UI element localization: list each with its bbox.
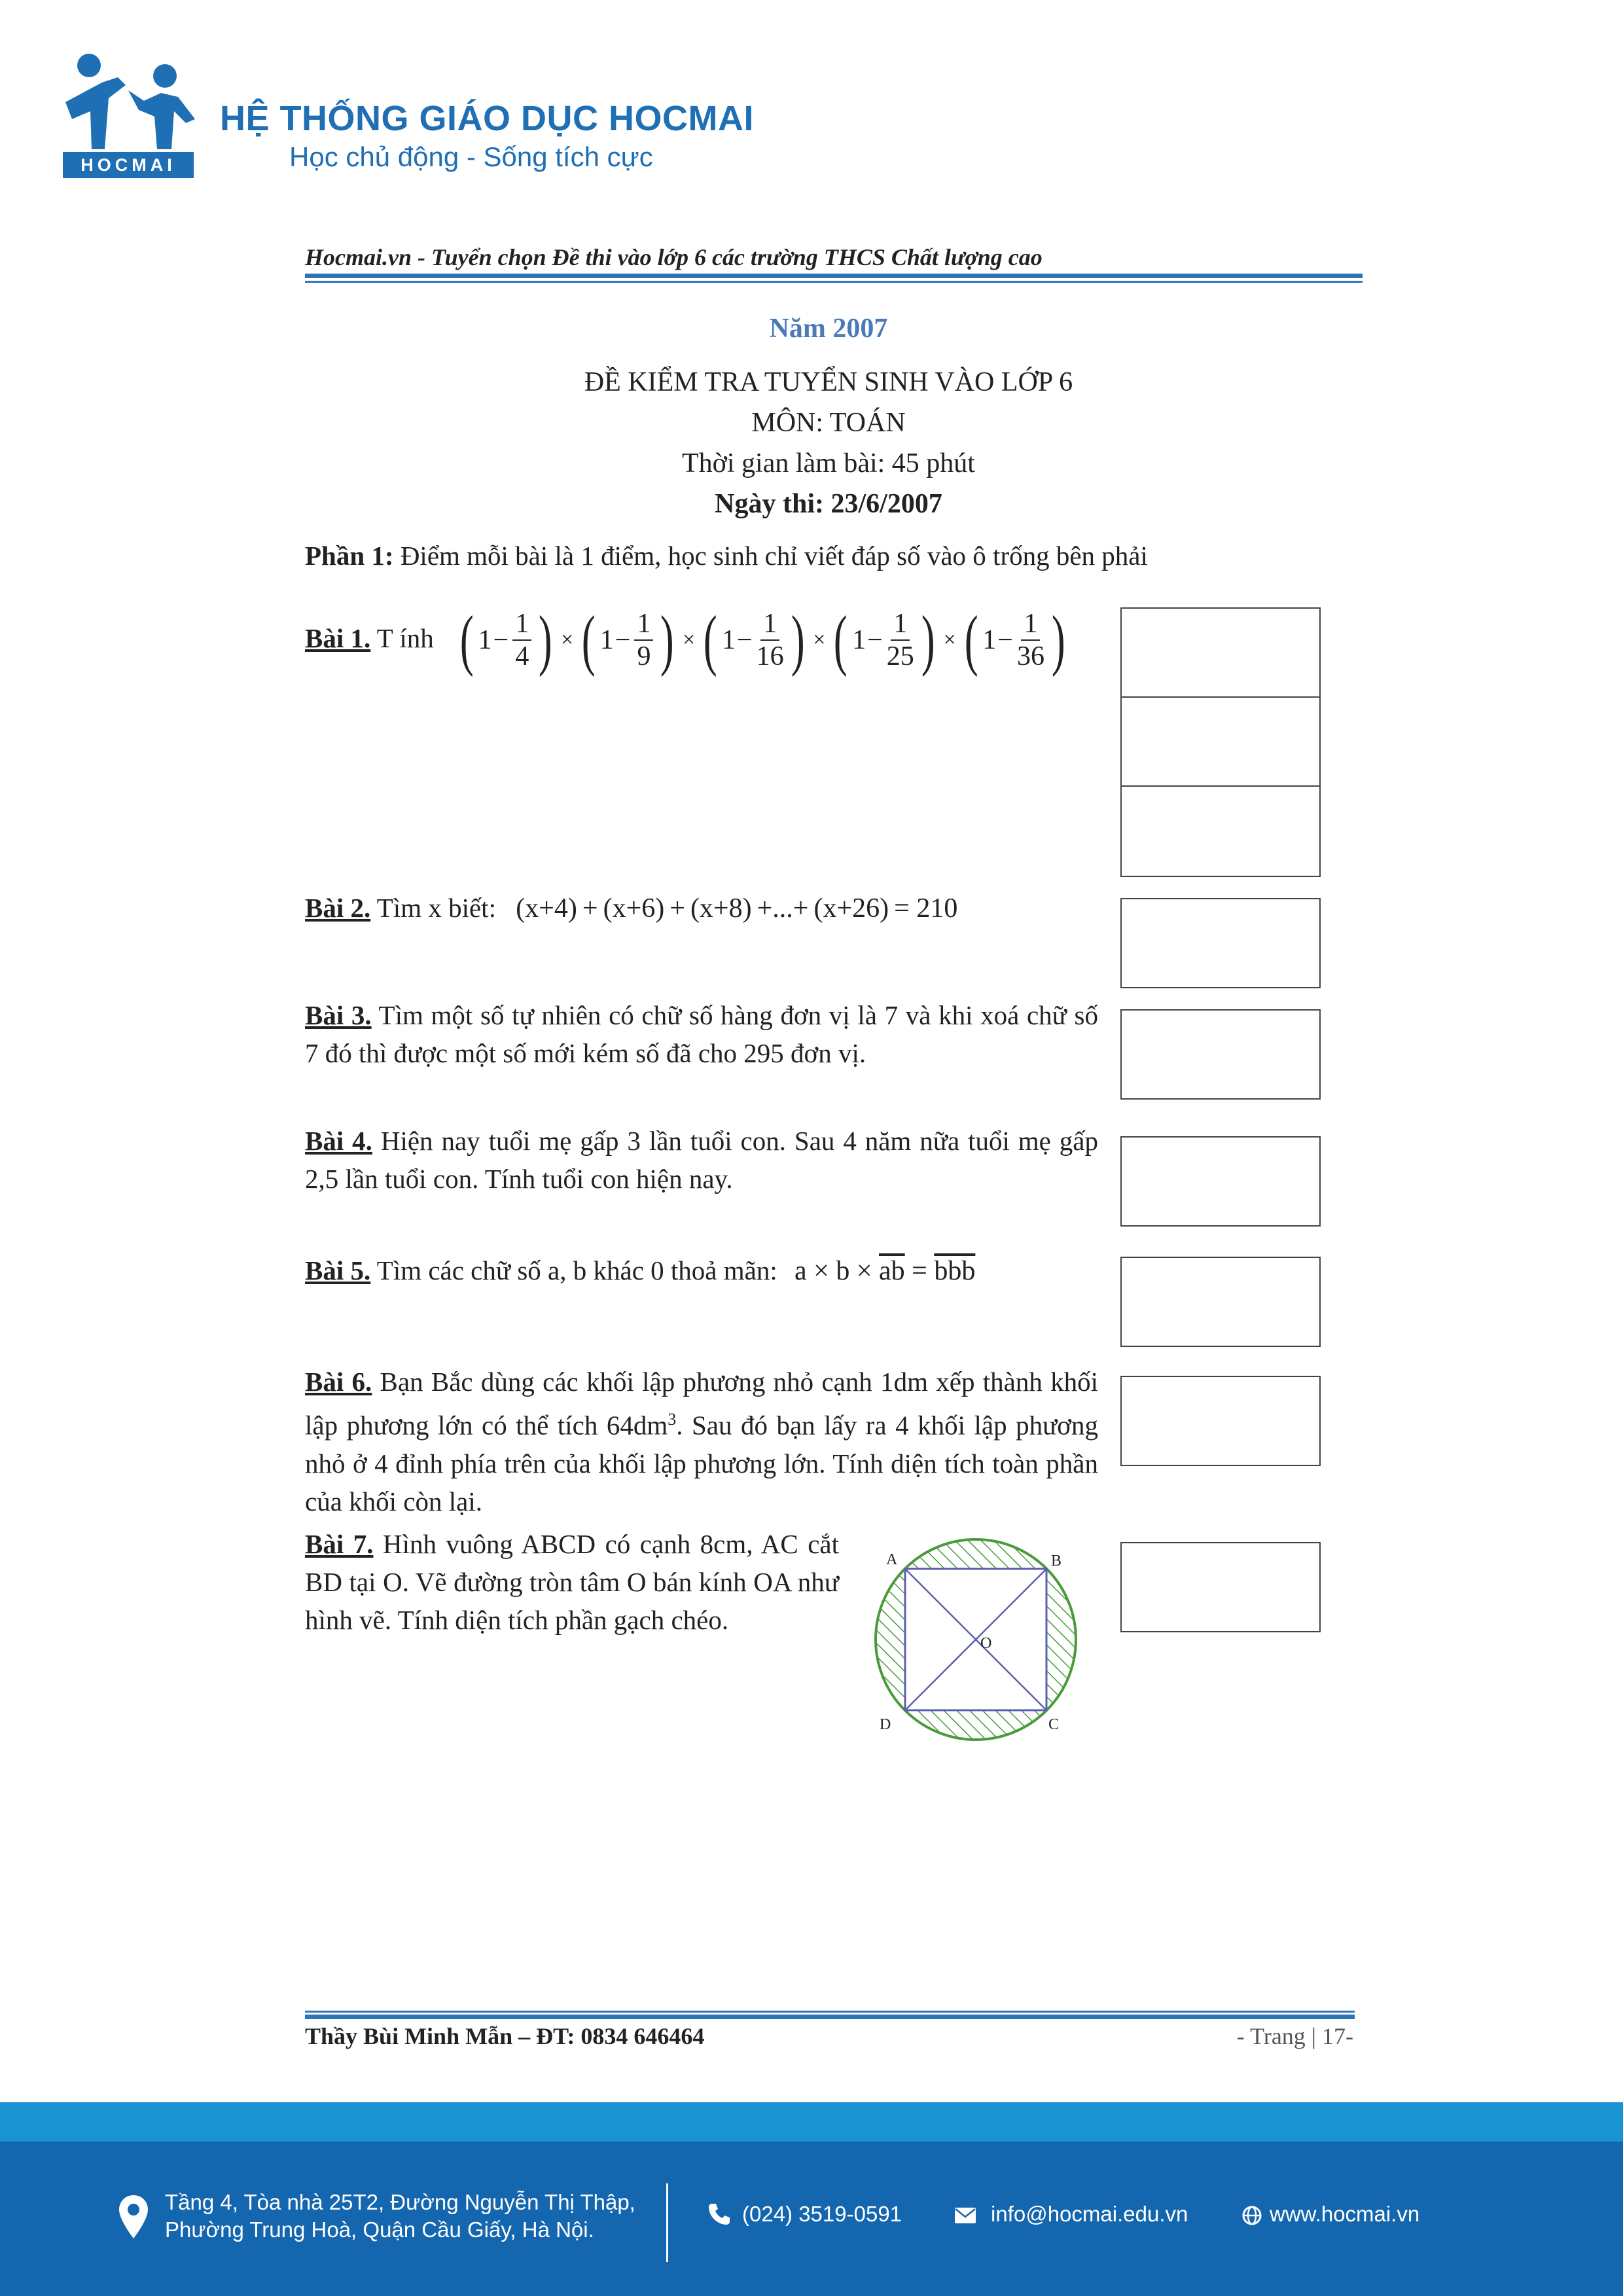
part1-label: Phần 1: bbox=[305, 541, 394, 571]
p2-term: +...+ bbox=[757, 893, 809, 924]
footer-divider bbox=[666, 2183, 668, 2262]
footer-rule-thin bbox=[305, 2011, 1355, 2013]
denominator: 36 bbox=[1016, 641, 1044, 672]
numerator: 1 bbox=[1021, 608, 1040, 641]
problem-3-text: Tìm một số tự nhiên có chữ số hàng đơn vị là 7 và khi xoá chữ số 7 đó thì được một số mới kém số đã cho 295 đơn vị. bbox=[305, 1000, 1098, 1068]
denominator: 9 bbox=[637, 641, 651, 672]
p5-times-1: × bbox=[813, 1256, 829, 1286]
left-paren: ( bbox=[704, 602, 718, 677]
problem-6-sup: 3 bbox=[668, 1410, 677, 1429]
exam-date: Ngày thi: 23/6/2007 bbox=[715, 489, 942, 519]
answer-box-1c[interactable] bbox=[1120, 785, 1321, 877]
exam-year: Năm 2007 bbox=[769, 314, 888, 344]
exam-title: ĐỀ KIỂM TRA TUYỂN SINH VÀO LỚP 6 bbox=[584, 367, 1073, 397]
p2-term: (x+4) bbox=[516, 893, 577, 924]
denominator: 25 bbox=[886, 641, 914, 672]
minus: − bbox=[997, 625, 1013, 655]
problem-4-label: Bài 4. bbox=[305, 1126, 372, 1156]
geometry-figure bbox=[868, 1532, 1084, 1748]
logo-text: HOCMAI bbox=[80, 155, 176, 175]
vertex-label-d: D bbox=[880, 1716, 891, 1733]
p5-equals: = bbox=[912, 1256, 927, 1286]
left-paren: ( bbox=[964, 602, 978, 677]
location-icon bbox=[118, 2194, 149, 2243]
one: 1 bbox=[478, 625, 492, 655]
p1-times-sign: × bbox=[813, 628, 826, 652]
problem-7-text: Hình vuông ABCD có cạnh 8cm, AC cắt BD tại O. Vẽ đường tròn tâm O bán kính OA như hình vẽ. Tính diện tích phần gạch chéo. bbox=[305, 1529, 839, 1635]
address-line-2: Phường Trung Hoà, Quận Cầu Giấy, Hà Nội. bbox=[165, 2217, 594, 2242]
footer-rule bbox=[305, 2015, 1355, 2019]
p1-times-sign: × bbox=[683, 628, 696, 652]
problem-2-label: Bài 2. bbox=[305, 893, 371, 923]
p1-factor-1 bbox=[455, 602, 557, 677]
minus: − bbox=[867, 625, 883, 655]
problem-6-label: Bài 6. bbox=[305, 1367, 372, 1397]
answer-box-2[interactable] bbox=[1120, 898, 1321, 988]
denominator: 16 bbox=[756, 641, 784, 672]
left-paren: ( bbox=[582, 602, 596, 677]
p2-term: (x+8) bbox=[690, 893, 752, 924]
problem-1 bbox=[305, 619, 434, 657]
right-paren: ) bbox=[539, 602, 553, 677]
hocmai-logo bbox=[63, 51, 198, 179]
left-paren: ( bbox=[459, 602, 474, 677]
problem-2-text: Tìm x biết: bbox=[370, 893, 496, 923]
minus: − bbox=[615, 625, 631, 655]
problem-2-equation bbox=[513, 893, 960, 924]
footer-band-top bbox=[0, 2102, 1623, 2142]
answer-box-7[interactable] bbox=[1120, 1542, 1321, 1632]
p5-overline-bbb: $\overline{bbb}$ bbox=[934, 1256, 976, 1286]
header-rule bbox=[305, 274, 1363, 278]
problem-2 bbox=[305, 889, 960, 927]
website-url[interactable]: www.hocmai.vn bbox=[1270, 2202, 1420, 2226]
answer-box-3[interactable] bbox=[1120, 1009, 1321, 1100]
problem-1-label: Bài 1. bbox=[305, 623, 371, 653]
page-number: - Trang | 17- bbox=[1236, 2023, 1353, 2049]
p5-overline-ab: $\overline{ab}$ bbox=[879, 1256, 905, 1286]
vertex-label-c: C bbox=[1048, 1716, 1060, 1733]
problem-3-label: Bài 3. bbox=[305, 1000, 372, 1030]
problem-5-equation bbox=[794, 1256, 975, 1286]
p5-var-a: a bbox=[794, 1256, 807, 1286]
globe-icon bbox=[1242, 2206, 1262, 2229]
fraction bbox=[887, 608, 914, 672]
problem-1-expression bbox=[455, 594, 1070, 686]
phone-icon bbox=[707, 2202, 732, 2230]
p2-term: + bbox=[582, 893, 598, 924]
answer-box-1b[interactable] bbox=[1120, 696, 1321, 787]
phone-number[interactable]: (024) 3519-0591 bbox=[742, 2202, 902, 2226]
numerator: 1 bbox=[891, 608, 910, 641]
left-paren: ( bbox=[834, 602, 848, 677]
part1-text: Điểm mỗi bài là 1 điểm, học sinh chỉ viết đáp số vào ô trống bên phải bbox=[393, 541, 1148, 571]
problem-3 bbox=[305, 996, 1098, 1072]
one: 1 bbox=[852, 625, 866, 655]
p2-term: (x+26) bbox=[813, 893, 889, 924]
one: 1 bbox=[982, 625, 997, 655]
p5-var-b: b bbox=[836, 1256, 850, 1286]
problem-5 bbox=[305, 1251, 975, 1290]
exam-duration: Thời gian làm bài: 45 phút bbox=[682, 448, 975, 478]
numerator: 1 bbox=[512, 608, 531, 641]
vertex-label-b: B bbox=[1051, 1552, 1062, 1570]
p5-times-2: × bbox=[856, 1256, 872, 1286]
answer-box-1a[interactable] bbox=[1120, 607, 1321, 698]
problem-6-text-a: Bạn Bắc dùng các khối lập phương nhỏ cạnh 1dm xếp thành khối lập phương lớn có thể tích 64dm bbox=[305, 1367, 1098, 1441]
right-paren: ) bbox=[921, 602, 935, 677]
one: 1 bbox=[599, 625, 614, 655]
vertex-label-a: A bbox=[886, 1551, 898, 1568]
email-icon bbox=[954, 2207, 976, 2227]
document-header: Hocmai.vn - Tuyển chọn Đề thi vào lớp 6 các trường THCS Chất lượng cao bbox=[305, 244, 1043, 270]
p2-term: (x+6) bbox=[603, 893, 665, 924]
p1-factor-3 bbox=[699, 602, 809, 677]
p1-factor-2 bbox=[577, 602, 679, 677]
fraction bbox=[634, 608, 653, 672]
minus: − bbox=[736, 625, 753, 655]
answer-box-6[interactable] bbox=[1120, 1376, 1321, 1466]
center-label-o: O bbox=[980, 1635, 992, 1652]
problem-6 bbox=[305, 1363, 1098, 1520]
exam-subject: MÔN: TOÁN bbox=[751, 408, 906, 438]
right-paren: ) bbox=[1051, 602, 1065, 677]
p2-term: + bbox=[669, 893, 685, 924]
minus: − bbox=[493, 625, 509, 655]
p1-factor-4 bbox=[829, 602, 939, 677]
p1-times-sign: × bbox=[943, 628, 956, 652]
denominator: 4 bbox=[515, 641, 529, 672]
answer-box-5[interactable] bbox=[1120, 1257, 1321, 1347]
problem-7-label: Bài 7. bbox=[305, 1529, 374, 1559]
email-address[interactable]: info@hocmai.edu.vn bbox=[991, 2202, 1188, 2226]
problem-5-label: Bài 5. bbox=[305, 1255, 371, 1285]
problem-4-text: Hiện nay tuổi mẹ gấp 3 lần tuổi con. Sau 4 năm nữa tuổi mẹ gấp 2,5 lần tuổi con. Tính tuổi con hiện nay. bbox=[305, 1126, 1098, 1194]
right-paren: ) bbox=[660, 602, 675, 677]
p1-times-sign: × bbox=[560, 628, 574, 652]
p2-term: = 210 bbox=[894, 893, 958, 924]
numerator: 1 bbox=[634, 608, 653, 641]
brand-title: HỆ THỐNG GIÁO DỤC HOCMAI bbox=[220, 99, 754, 138]
problem-7 bbox=[305, 1525, 839, 1639]
brand-slogan: Học chủ động - Sống tích cực bbox=[289, 141, 653, 172]
right-paren: ) bbox=[791, 602, 805, 677]
problem-4 bbox=[305, 1122, 1098, 1198]
fraction bbox=[512, 608, 531, 672]
p1-factor-5 bbox=[960, 602, 1070, 677]
teacher-signature: Thầy Bùi Minh Mẫn – ĐT: 0834 646464 bbox=[305, 2023, 705, 2049]
answer-box-4[interactable] bbox=[1120, 1136, 1321, 1227]
fraction bbox=[1017, 608, 1044, 672]
address-line-1: Tầng 4, Tòa nhà 25T2, Đường Nguyễn Thị Thập, bbox=[165, 2190, 635, 2214]
square-circle-figure-icon bbox=[868, 1532, 1084, 1748]
header-rule-thin bbox=[305, 281, 1363, 283]
numerator: 1 bbox=[760, 608, 779, 641]
part1-instruction bbox=[305, 537, 1365, 575]
fraction bbox=[757, 608, 784, 672]
one: 1 bbox=[721, 625, 736, 655]
problem-1-text: T ính bbox=[370, 623, 434, 653]
problem-6-text-b: . Sau đó bạn lấy ra 4 khối lập phương nhỏ ở 4 đỉnh phía trên của khối lập phương lớn. Tính diện tích toàn phần của khối còn lại. bbox=[305, 1410, 1098, 1516]
problem-5-text: Tìm các chữ số a, b khác 0 thoả mãn: bbox=[370, 1255, 777, 1285]
